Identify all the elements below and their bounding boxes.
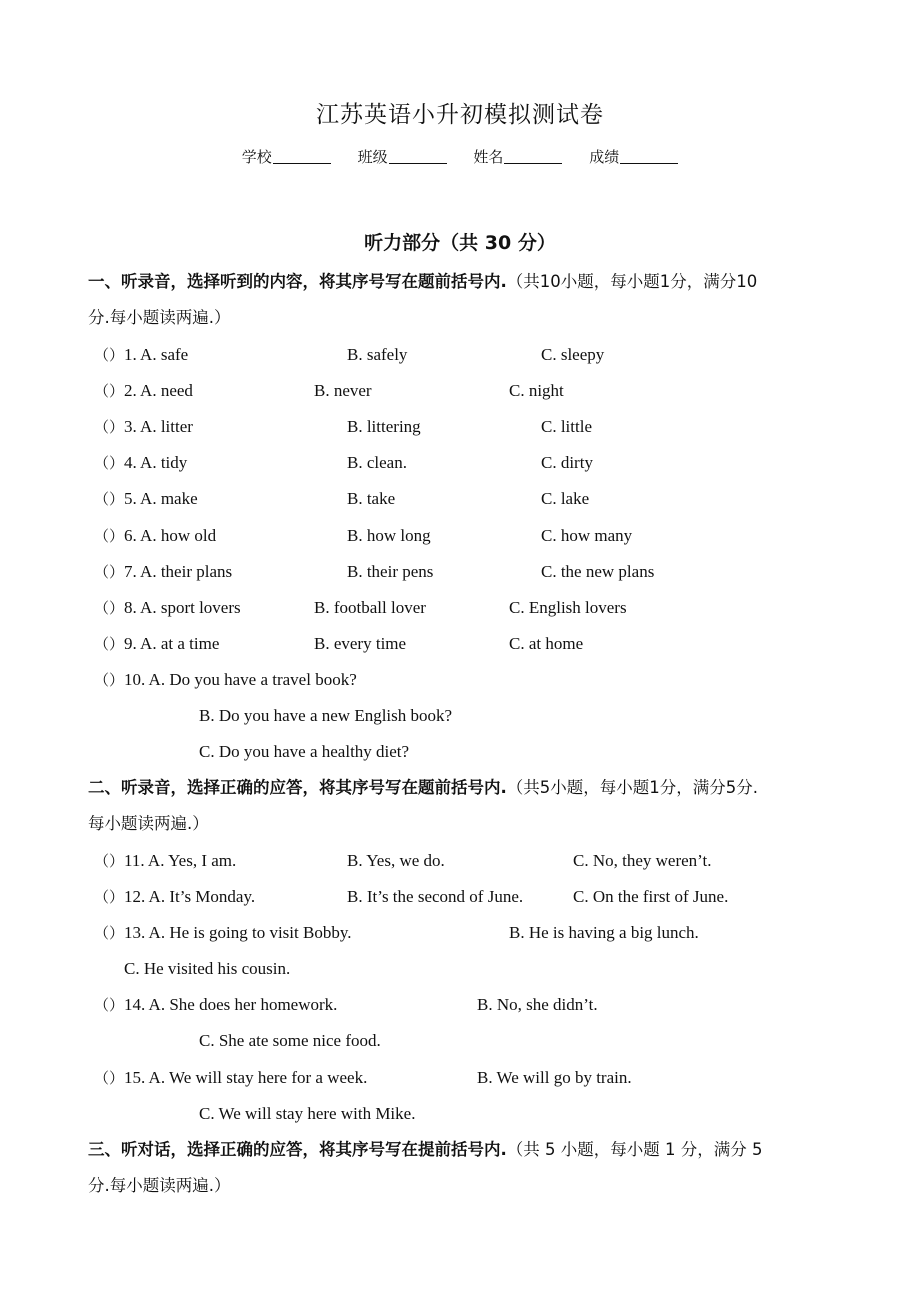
name-blank[interactable] <box>504 149 562 164</box>
q4-paren[interactable]: （） <box>94 454 125 472</box>
name-label: 姓名 <box>473 148 504 166</box>
section-3-heading: 三、听对话，选择正确的应答，将其序号写在提前括号内. <box>88 1140 507 1159</box>
q14-option-b: B. No, she didn’t. <box>477 995 598 1014</box>
q9-paren[interactable]: （） <box>94 635 125 653</box>
listening-part-title: 听力部分（共 30 分） <box>364 232 556 254</box>
q5-option-c: C. lake <box>541 489 590 508</box>
section-1-instructions <box>88 264 836 336</box>
q4-option-b: B. clean. <box>347 453 407 472</box>
class-label: 班级 <box>357 148 388 166</box>
section-3-instructions <box>88 1132 836 1204</box>
q12-option-b: B. It’s the second of June. <box>347 887 524 906</box>
q12-option-a: 12. A. It’s Monday. <box>124 887 256 906</box>
section-2-instructions <box>88 770 836 842</box>
q9-option-b: B. every time <box>314 634 407 653</box>
section-2-note: （共5小题，每小题1分，满分5分. <box>506 778 759 797</box>
q5-option-b: B. take <box>347 489 396 508</box>
score-label: 成绩 <box>589 148 620 166</box>
section-3-note: （共 5 小题，每小题 1 分，满分 5 <box>506 1140 763 1159</box>
q11-option-a: 11. A. Yes, I am. <box>124 851 237 870</box>
q2-option-b: B. never <box>314 381 372 400</box>
q7-option-c: C. the new plans <box>541 562 655 581</box>
q13-option-b: B. He is having a big lunch. <box>509 923 699 942</box>
name-field <box>473 146 562 167</box>
q11-option-b: B. Yes, we do. <box>347 851 445 870</box>
section-1-note-cont: 分.每小题读两遍.） <box>88 308 231 327</box>
class-blank[interactable] <box>389 149 447 164</box>
q6-option-c: C. how many <box>541 526 633 545</box>
q3-option-b: B. littering <box>347 417 421 436</box>
q13-option-c: C. He visited his cousin. <box>124 959 291 978</box>
page-title: 江苏英语小升初模拟测试卷 <box>316 102 604 128</box>
school-field <box>242 146 331 167</box>
q15-option-b: B. We will go by train. <box>477 1068 632 1087</box>
q1-option-c: C. sleepy <box>541 345 605 364</box>
q11-paren[interactable]: （） <box>94 852 125 870</box>
q2-paren[interactable]: （） <box>94 382 125 400</box>
q8-paren[interactable]: （） <box>94 599 125 617</box>
q14-option-a: 14. A. She does her homework. <box>124 995 338 1014</box>
q5-option-a: 5. A. make <box>124 489 198 508</box>
q6-option-b: B. how long <box>347 526 431 545</box>
q6-option-a: 6. A. how old <box>124 526 217 545</box>
section-2-heading: 二、听录音，选择正确的应答，将其序号写在题前括号内. <box>88 778 507 797</box>
q8-option-b: B. football lover <box>314 598 426 617</box>
q14-option-c: C. She ate some nice food. <box>199 1031 381 1050</box>
q13-paren[interactable]: （） <box>94 924 125 942</box>
student-info-line <box>0 146 920 167</box>
q7-paren[interactable]: （） <box>94 563 125 581</box>
q9-option-c: C. at home <box>509 634 584 653</box>
q4-option-a: 4. A. tidy <box>124 453 188 472</box>
q14-paren[interactable]: （） <box>94 996 125 1014</box>
q10-paren[interactable]: （） <box>94 671 125 689</box>
q11-option-c: C. No, they weren’t. <box>573 851 712 870</box>
q8-option-a: 8. A. sport lovers <box>124 598 241 617</box>
q6-paren[interactable]: （） <box>94 527 125 545</box>
q12-option-c: C. On the first of June. <box>573 887 729 906</box>
score-field <box>589 146 678 167</box>
class-field <box>358 146 447 167</box>
section-1-heading: 一、听录音，选择听到的内容，将其序号写在题前括号内. <box>88 272 507 291</box>
q13-option-a: 13. A. He is going to visit Bobby. <box>124 923 352 942</box>
q1-option-a: 1. A. safe <box>124 345 189 364</box>
q10-option-a: 10. A. Do you have a travel book? <box>124 670 357 689</box>
q10-option-b: B. Do you have a new English book? <box>199 706 453 725</box>
q15-option-a: 15. A. We will stay here for a week. <box>124 1068 368 1087</box>
section-1-note: （共10小题，每小题1分，满分10 <box>506 272 758 291</box>
q7-option-a: 7. A. their plans <box>124 562 233 581</box>
q9-option-a: 9. A. at a time <box>124 634 220 653</box>
q3-option-a: 3. A. litter <box>124 417 193 436</box>
q15-paren[interactable]: （） <box>94 1069 125 1087</box>
q12-paren[interactable]: （） <box>94 888 125 906</box>
score-blank[interactable] <box>620 149 678 164</box>
section-2-note-cont: 每小题读两遍.） <box>88 814 209 833</box>
q15-option-c: C. We will stay here with Mike. <box>199 1104 416 1123</box>
q1-option-b: B. safely <box>347 345 408 364</box>
section-3-note-cont: 分.每小题读两遍.） <box>88 1176 231 1195</box>
q3-option-c: C. little <box>541 417 592 436</box>
q10-option-c: C. Do you have a healthy diet? <box>199 742 410 761</box>
q4-option-c: C. dirty <box>541 453 593 472</box>
q3-paren[interactable]: （） <box>94 418 125 436</box>
q8-option-c: C. English lovers <box>509 598 627 617</box>
q2-option-a: 2. A. need <box>124 381 193 400</box>
q7-option-b: B. their pens <box>347 562 434 581</box>
q1-paren[interactable]: （） <box>94 346 125 364</box>
q2-option-c: C. night <box>509 381 564 400</box>
school-label: 学校 <box>241 148 272 166</box>
q5-paren[interactable]: （） <box>94 490 125 508</box>
school-blank[interactable] <box>273 149 331 164</box>
